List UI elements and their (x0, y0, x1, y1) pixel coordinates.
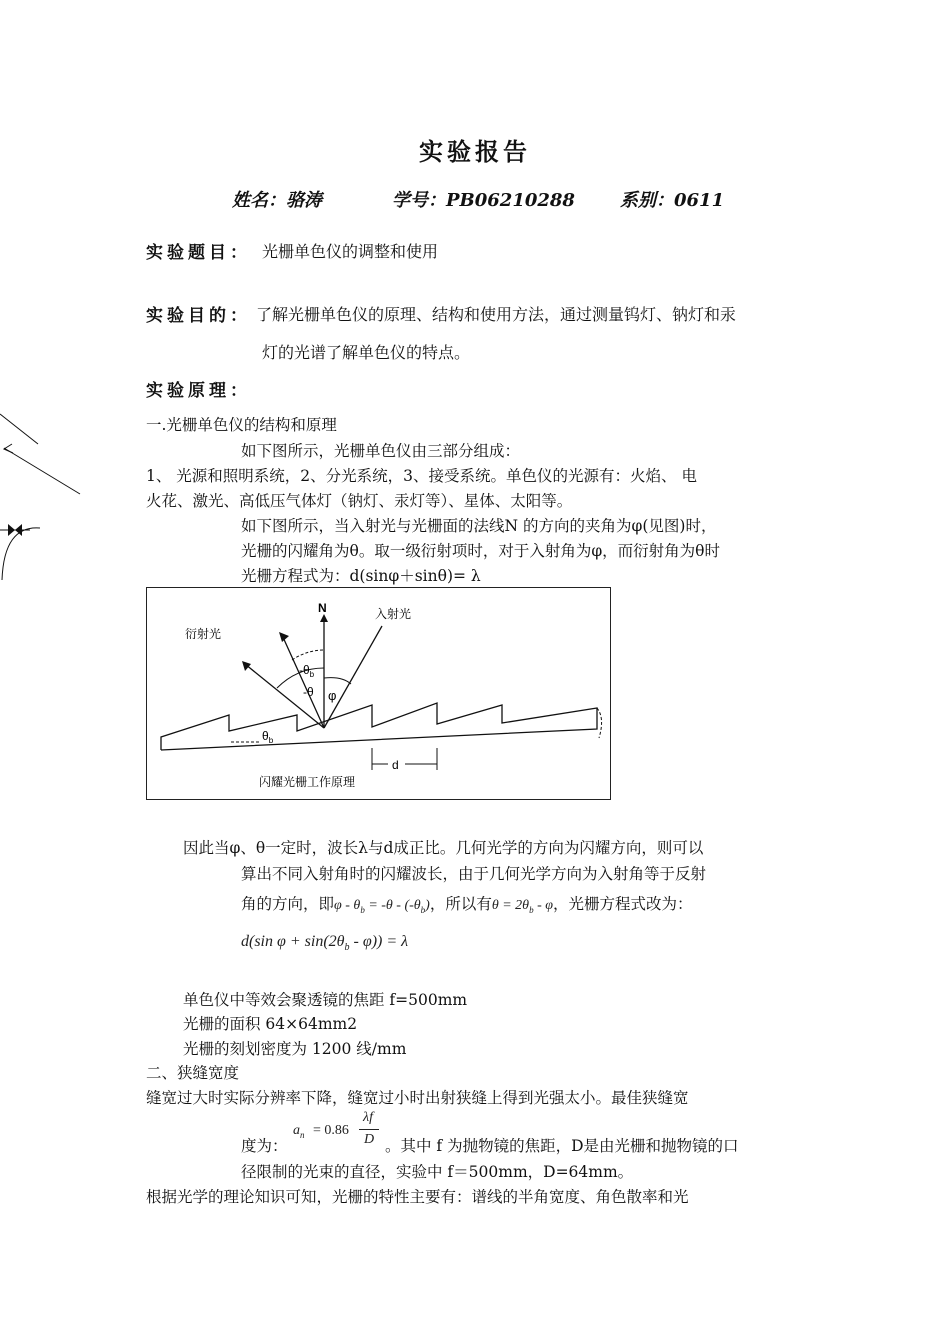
section1-heading: 一.光栅单色仪的结构和原理 (146, 416, 337, 434)
student-name: 姓名：骆涛 (232, 190, 322, 211)
purpose-label: 实验目的： (146, 306, 251, 326)
department: 系别：0611 (620, 190, 725, 211)
label-incident: 入射光 (375, 607, 412, 621)
paragraph-4-line-2: 算出不同入射角时的闪耀波长，由于几何光学方向为入射角等于反射 (241, 865, 707, 883)
label-theta: -θ (303, 685, 314, 699)
paragraph-5-line-2-label: 度为： (241, 1137, 288, 1155)
paragraph-3-line-2: 光栅的闪耀角为θ。取一级衍射项时，对于入射角为φ，而衍射角为θ时 (241, 542, 721, 560)
param-area: 光栅的面积 64×64mm2 (183, 1015, 358, 1033)
paragraph-5-line-1: 缝宽过大时实际分辨率下降，缝宽过小时出射狭缝上得到光强太小。最佳狭缝宽 (146, 1089, 689, 1107)
paragraph-3-line-3: 光栅方程式为：d(sinφ＋sinθ)= λ (241, 567, 481, 585)
student-id: 学号：PB06210288 (392, 190, 575, 211)
label-theta-o: $\theta_b$ (262, 729, 274, 745)
section2-heading: 二、狭缝宽度 (146, 1064, 240, 1082)
topic-text: 光栅单色仪的调整和使用 (262, 242, 439, 261)
principle-label: 实验原理： (146, 381, 251, 401)
paragraph-2-line-2: 火花、激光、高低压气体灯（钠灯、汞灯等）、星体、太阳等。 (146, 492, 573, 510)
margin-artifact-lines (0, 400, 90, 590)
topic-label: 实验题目： (146, 243, 251, 263)
equation-theta: $\theta = 2\theta_b - \varphi$ (491, 898, 553, 915)
grating-sawtooth (161, 703, 597, 750)
param-focal-length: 单色仪中等效会聚透镜的焦距 f=500mm (183, 991, 468, 1009)
incident-ray (324, 626, 382, 728)
paragraph-5-line-2: 。其中 f 为抛物镜的焦距，D是由光栅和抛物镜的口 (385, 1137, 739, 1155)
label-theta-b: $-\theta_b$ (299, 663, 315, 679)
paragraph-4-line-3: 角的方向，即$\varphi - \theta_b = -\theta - (-\theta_b)$，所以有$\theta = 2\theta_b - \varphi$，光栅方程式改为： (241, 895, 693, 915)
paragraph-1: 如下图所示，光栅单色仪由三部分组成： (241, 442, 521, 460)
paragraph-6: 根据光学的理论知识可知，光栅的特性主要有：谱线的半角宽度、角色散率和光 (146, 1188, 689, 1206)
paragraph-3-line-1: 如下图所示，当入射光与光栅面的法线N 的方向的夹角为φ(见图)时， (241, 517, 717, 535)
purpose-line-1: 了解光栅单色仪的原理、结构和使用方法，通过测量钨灯、钠灯和汞 (256, 305, 737, 324)
label-phi: φ (328, 688, 337, 703)
label-d: d (392, 758, 399, 772)
label-diffracted: 衍射光 (185, 627, 222, 641)
paragraph-2-line-1: 1、 光源和照明系统，2、分光系统，3、接受系统。单色仪的光源有：火焰、 电 (146, 467, 697, 485)
blazed-grating-figure (146, 587, 611, 800)
page-title: 实验报告 (419, 137, 531, 166)
purpose-line-2: 灯的光谱了解单色仪的特点。 (262, 343, 471, 362)
paragraph-4-line-1: 因此当φ、θ一定时，波长λ与d成正比。几何光学的方向为闪耀方向，则可以 (183, 839, 704, 857)
equation-blaze-direction: $\varphi - \theta_b = -\theta - (-\theta_b)$ (334, 898, 430, 915)
paragraph-5-line-3: 径限制的光束的直径，实验中 f＝500mm，D=64mm。 (241, 1163, 634, 1181)
optimal-slit-equation: $a_n$ = 0.86 λf D (293, 1110, 393, 1154)
grating-equation: d(sin $\varphi + \sin(2\theta_b - \varphi)) = \lambda$ (241, 933, 409, 954)
figure-caption: 闪耀光栅工作原理 (259, 775, 356, 789)
param-density: 光栅的刻划密度为 1200 线/mm (183, 1040, 407, 1058)
diffracted-ray-1 (282, 635, 324, 728)
label-N: N (318, 601, 327, 615)
